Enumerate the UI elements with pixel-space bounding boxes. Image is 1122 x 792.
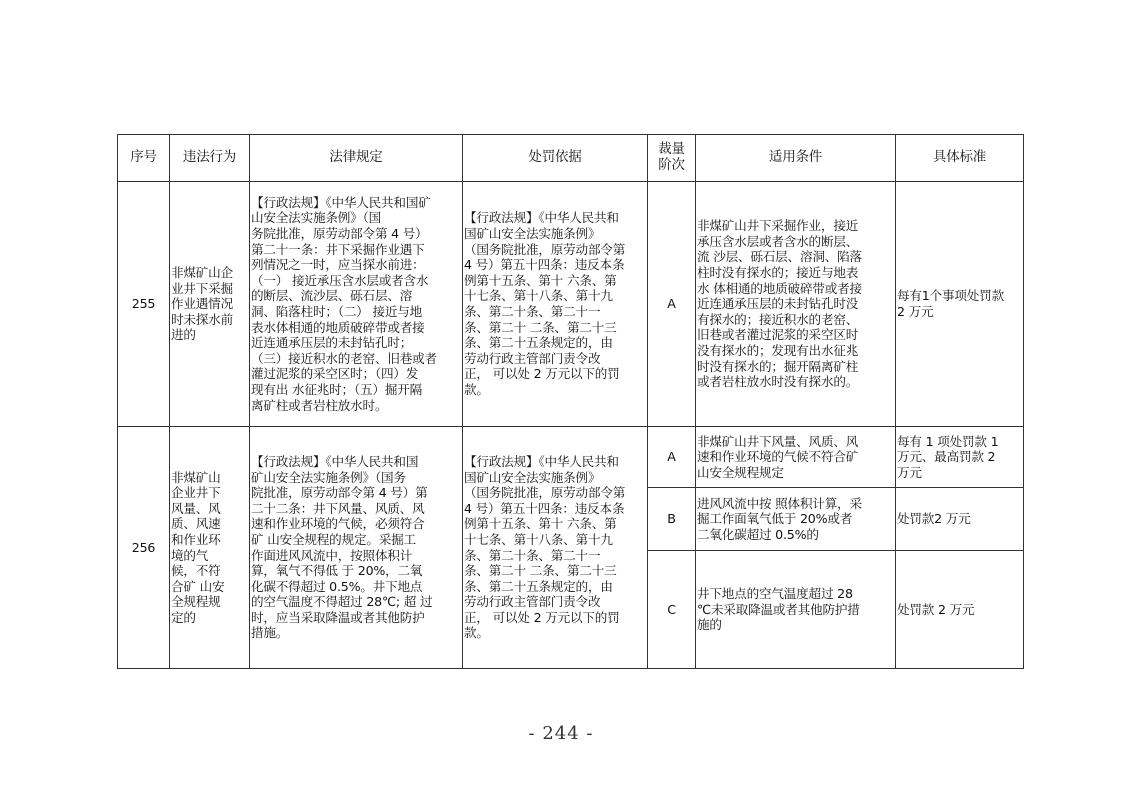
row-standard: 每有1个事项处罚款 2 万元 — [896, 182, 1024, 427]
row-seq: 255 — [118, 182, 170, 427]
header-violation: 违法行为 — [170, 135, 250, 182]
table-row — [118, 182, 1024, 427]
header-applicable-conditions: 适用条件 — [696, 135, 896, 182]
header-penalty-basis: 处罚依据 — [463, 135, 648, 182]
row-condition: 非煤矿山井下风量、风质、风 速和作业环境的气候不符合矿 山安全规程规定 — [696, 427, 896, 488]
row-condition: 进风风流中按 照体积计算，采 掘工作面氧气低于 20%或者 二氧化碳超过 0.5%的 — [696, 488, 896, 551]
header-specific-standard: 具体标准 — [896, 135, 1024, 182]
row-level: B — [648, 488, 696, 551]
row-legal-provision: 【行政法规】《中华人民共和国矿 山安全法实施条例》（国 务院批准，原劳动部令第 4 号） 第二十一条：井下采掘作业遇下 列情况之一时，应当探水前进： （一） 接近承压含水层或者含水 的断层、流沙层、砾石层、溶 洞、陷落柱时；（二） 接近与地 表水体相通的地质破碎带或者接 近连通承压层的未封钻孔时； （三）接近积水的老窑、旧巷或者 灌过泥浆的采空区时；（四）发 现有出 水征兆时；（五）掘开隔 离矿柱或者岩柱放水时。 — [250, 182, 463, 427]
header-discretion-level: 裁量 阶次 — [648, 135, 696, 182]
penalty-standards-table — [117, 134, 1024, 669]
table-row — [118, 427, 1024, 488]
row-level: A — [648, 427, 696, 488]
header-seq: 序号 — [118, 135, 170, 182]
row-standard: 处罚款2 万元 — [896, 488, 1024, 551]
row-penalty-basis: 【行政法规】《中华人民共和 国矿山安全法实施条例》 （国务院批准，原劳动部令第 4 号）第五十四条：违反本条 例第十五条、第十 六条、第 十七条、第十八条、第十九 条、第二十条、第二十一 条、第二十 二条、第二十三 条、第二十五条规定的，由 劳动行政主管部门责令改 正， 可以处 2 万元以下的罚 款。 — [463, 182, 648, 427]
row-seq: 256 — [118, 427, 170, 669]
row-level: C — [648, 551, 696, 669]
row-violation: 非煤矿山企 业井下采掘 作业遇情况 时未探水前 进的 — [170, 182, 250, 427]
row-standard: 每有 1 项处罚款 1 万元、最高罚款 2 万元 — [896, 427, 1024, 488]
page-number: - 244 - — [528, 723, 594, 744]
header-row — [118, 135, 1024, 182]
row-violation: 非煤矿山 企业井下 风量、风 质、风速 和作业环 境的气 候，不符 合矿 山安 全规程规 定的 — [170, 427, 250, 669]
row-condition: 非煤矿山井下采掘作业，接近 承压含水层或者含水的断层、 流 沙层、砾石层、溶洞、陷落 柱时没有探水的；接近与地表 水 体相通的地质破碎带或者接 近连通承压层的未封钻孔时没 有探水的；接近积水的老窑、 旧巷或者灌过泥浆的采空区时 没有探水的；发现有出水征兆 时没有探水的；掘开隔离矿柱 或者岩柱放水时没有探水的。 — [696, 182, 896, 427]
header-legal-provision: 法律规定 — [250, 135, 463, 182]
row-legal-provision: 【行政法规】《中华人民共和国 矿山安全法实施条例》（国务 院批准，原劳动部令第 4 号）第 二十二条：井下风量、风质、风 速和作业环境的气候，必须符合 矿 山安全规程的规定。采掘工 作面进风风流中，按照体积计 算，氧气不得低 于 20%，二氧 化碳不得超过 0.5%。井下地点 的空气温度不得超过 28℃; 超 过 时，应当采取降温或者其他防护 措施。 — [250, 427, 463, 669]
row-condition: 井下地点的空气温度超过 28 ℃未采取降温或者其他防护措 施的 — [696, 551, 896, 669]
row-penalty-basis: 【行政法规】《中华人民共和 国矿山安全法实施条例》 （国务院批准，原劳动部令第 4 号）第五十四条：违反本条 例第十五条、第十 六条、第 十七条、第十八条、第十九 条、第二十条、第二十一 条、第二十 二条、第二十三 条、第二十五条规定的，由 劳动行政主管部门责令改 正， 可以处 2 万元以下的罚 款。 — [463, 427, 648, 669]
row-level: A — [648, 182, 696, 427]
row-standard: 处罚款 2 万元 — [896, 551, 1024, 669]
